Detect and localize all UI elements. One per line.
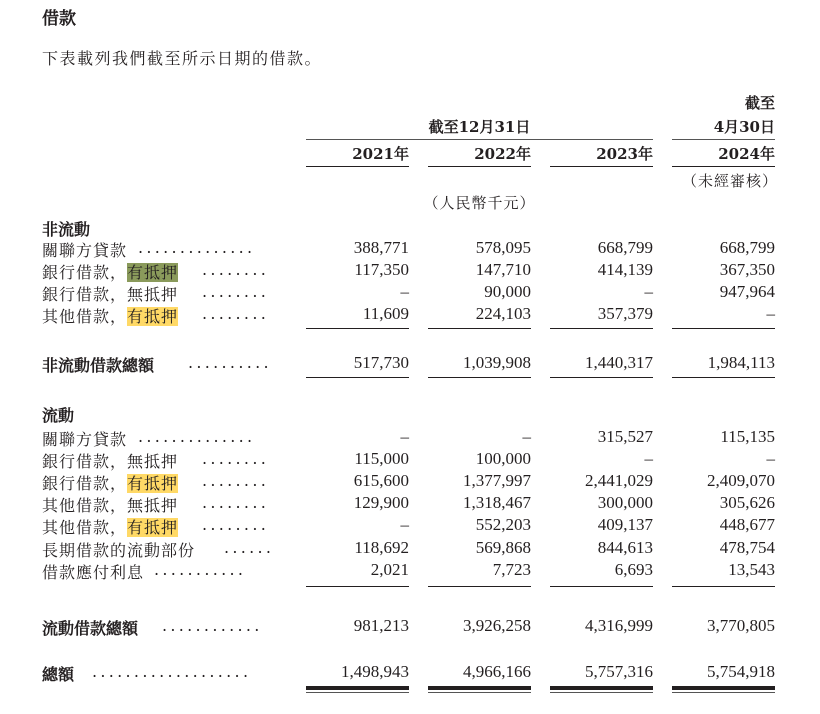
- cell-2022: 100,000: [475, 449, 531, 468]
- header-col-rule-3: [672, 166, 775, 167]
- subtotal-rule-0: [306, 328, 409, 329]
- cell-2023: 357,379: [597, 304, 653, 323]
- cell-2022: 578,095: [475, 238, 531, 257]
- row-leader: ........: [202, 471, 270, 490]
- total-rule-0: [306, 377, 409, 378]
- current-heading: 流動: [42, 406, 75, 425]
- row-leader: ...........: [154, 560, 247, 579]
- header-col-rule-2: [550, 166, 653, 167]
- intro-paragraph: 下表載列我們截至所示日期的借款。: [42, 49, 323, 68]
- header-col-2021: 2021年: [352, 145, 409, 163]
- cell-2022: 1,039,908: [463, 353, 531, 372]
- cell-2024: 947,964: [719, 282, 775, 301]
- header-apr-line2: 4月30日: [713, 118, 775, 136]
- row-leader: ............: [162, 616, 263, 635]
- double-rule-thick-3: [672, 686, 775, 690]
- row-label: 銀行借款，無抵押: [42, 452, 179, 471]
- cell-2022: 569,868: [475, 538, 531, 557]
- header-apr-line1: 截至: [744, 94, 775, 112]
- cell-2023: 6,693: [614, 560, 653, 579]
- row-label: 借款應付利息: [42, 563, 145, 582]
- header-col-2023: 2023年: [596, 145, 653, 163]
- cell-2022: 90,000: [484, 282, 531, 301]
- current-total-row: [42, 616, 782, 638]
- cell-2023: 2,441,029: [585, 471, 653, 490]
- cell-2024: –: [766, 304, 775, 323]
- subtotal-rule-0: [306, 586, 409, 587]
- row-leader: ..............: [138, 238, 256, 257]
- table-row: [42, 282, 782, 304]
- header-apr-rule: [672, 139, 775, 140]
- table-row: [42, 493, 782, 515]
- cell-2021: –: [400, 515, 409, 534]
- double-rule-thin-1: [428, 692, 531, 693]
- cell-2021: 2,021: [370, 560, 409, 579]
- cell-2023: 668,799: [597, 238, 653, 257]
- cell-2022: 7,723: [492, 560, 531, 579]
- row-leader: ......: [224, 538, 275, 557]
- cell-2021: 11,609: [362, 304, 409, 323]
- cell-2023: –: [644, 449, 653, 468]
- cell-2024: –: [766, 449, 775, 468]
- row-leader: ........: [202, 260, 270, 279]
- row-label: 其他借款，無抵押: [42, 496, 179, 515]
- table-row: [42, 238, 782, 260]
- cell-2024: 668,799: [719, 238, 775, 257]
- cell-2023: 414,139: [597, 260, 653, 279]
- double-rule-thick-1: [428, 686, 531, 690]
- row-label: 銀行借款，無抵押: [42, 285, 179, 304]
- row-label: 關聯方貸款: [42, 430, 128, 449]
- row-label-text: 其他借款，: [42, 518, 128, 537]
- double-rule-thin-2: [550, 692, 653, 693]
- cell-2022: 4,966,166: [463, 662, 531, 681]
- double-rule-thin-3: [672, 692, 775, 693]
- cell-2023: 1,440,317: [585, 353, 653, 372]
- cell-2024: 5,754,918: [707, 662, 775, 681]
- header-col-rule-0: [306, 166, 409, 167]
- cell-2021: 388,771: [353, 238, 409, 257]
- row-label-text: 其他借款，: [42, 307, 128, 326]
- cell-2022: –: [522, 427, 531, 446]
- table-row: [42, 304, 782, 326]
- row-leader: ........: [202, 449, 270, 468]
- cell-2021: 117,350: [354, 260, 409, 279]
- cell-2024: 1,984,113: [707, 353, 775, 372]
- cell-2022: 3,926,258: [463, 616, 531, 635]
- table-row: [42, 471, 782, 493]
- row-leader: ........: [202, 304, 270, 323]
- cell-2024: 305,626: [719, 493, 775, 512]
- row-label-text: 銀行借款，: [42, 474, 128, 493]
- table-row: [42, 538, 782, 560]
- header-currency: （人民幣千元）: [423, 194, 536, 212]
- row-label: 關聯方貸款: [42, 241, 128, 260]
- cell-2023: –: [644, 282, 653, 301]
- cell-2021: 129,900: [353, 493, 409, 512]
- cell-2024: 448,677: [719, 515, 775, 534]
- cell-2022: 1,318,467: [463, 493, 531, 512]
- subtotal-rule-1: [428, 328, 531, 329]
- cell-2024: 3,770,805: [707, 616, 775, 635]
- cell-2021: 118,692: [354, 538, 409, 557]
- row-label: [42, 515, 178, 538]
- cell-2021: 615,600: [353, 471, 409, 490]
- subtotal-rule-2: [550, 328, 653, 329]
- highlight-secured: 有抵押: [127, 307, 179, 326]
- cell-2024: 2,409,070: [707, 471, 775, 490]
- cell-2022: 147,710: [475, 260, 531, 279]
- total-rule-3: [672, 377, 775, 378]
- double-rule-thick-0: [306, 686, 409, 690]
- cell-2021: 1,498,943: [341, 662, 409, 681]
- cell-2023: 409,137: [597, 515, 653, 534]
- highlight-secured: 有抵押: [127, 474, 179, 493]
- header-unaudited: （未經審核）: [681, 172, 778, 190]
- double-rule-thick-2: [550, 686, 653, 690]
- non-current-heading: 非流動: [42, 220, 91, 239]
- cell-2021: –: [400, 282, 409, 301]
- row-label: 非流動借款總額: [42, 356, 155, 375]
- header-col-rule-1: [428, 166, 531, 167]
- header-dec-rule: [306, 139, 653, 140]
- cell-2023: 4,316,999: [585, 616, 653, 635]
- subtotal-rule-3: [672, 586, 775, 587]
- cell-2021: 981,213: [353, 616, 409, 635]
- cell-2024: 478,754: [719, 538, 775, 557]
- header-col-2022: 2022年: [474, 145, 531, 163]
- cell-2023: 844,613: [597, 538, 653, 557]
- cell-2021: –: [400, 427, 409, 446]
- row-leader: ........: [202, 493, 270, 512]
- highlight-secured: 有抵押: [127, 518, 179, 537]
- row-label: 流動借款總額: [42, 619, 139, 638]
- row-label: [42, 304, 178, 327]
- cell-2023: 300,000: [597, 493, 653, 512]
- row-leader: ..............: [138, 427, 256, 446]
- cell-2024: 13,543: [728, 560, 775, 579]
- table-row: [42, 515, 782, 537]
- highlight-secured: 有抵押: [127, 263, 179, 282]
- header-col-2024: 2024年: [718, 145, 775, 163]
- cell-2022: 224,103: [475, 304, 531, 323]
- row-leader: ..........: [188, 353, 272, 372]
- row-leader: ...................: [92, 662, 252, 681]
- cell-2022: 1,377,997: [463, 471, 531, 490]
- row-label: 總額: [42, 665, 75, 684]
- cell-2024: 115,135: [720, 427, 775, 446]
- row-label: 長期借款的流動部份: [42, 541, 196, 560]
- cell-2024: 367,350: [719, 260, 775, 279]
- cell-2023: 5,757,316: [585, 662, 653, 681]
- subtotal-rule-3: [672, 328, 775, 329]
- double-rule-thin-0: [306, 692, 409, 693]
- grand-total-row: [42, 662, 782, 684]
- cell-2022: 552,203: [475, 515, 531, 534]
- table-row: [42, 449, 782, 471]
- row-label: [42, 471, 178, 494]
- row-label-text: 銀行借款，: [42, 263, 128, 282]
- cell-2023: 315,527: [597, 427, 653, 446]
- table-row: [42, 427, 782, 449]
- table-row: [42, 260, 782, 282]
- row-leader: ........: [202, 515, 270, 534]
- subtotal-rule-1: [428, 586, 531, 587]
- total-rule-2: [550, 377, 653, 378]
- cell-2021: 115,000: [354, 449, 409, 468]
- subtotal-rule-2: [550, 586, 653, 587]
- non-current-total-row: [42, 353, 782, 375]
- header-dec-group: 截至12月31日: [428, 118, 531, 136]
- row-label: [42, 260, 178, 283]
- table-row: [42, 560, 782, 582]
- section-title: 借款: [42, 9, 76, 29]
- cell-2021: 517,730: [353, 353, 409, 372]
- total-rule-1: [428, 377, 531, 378]
- row-leader: ........: [202, 282, 270, 301]
